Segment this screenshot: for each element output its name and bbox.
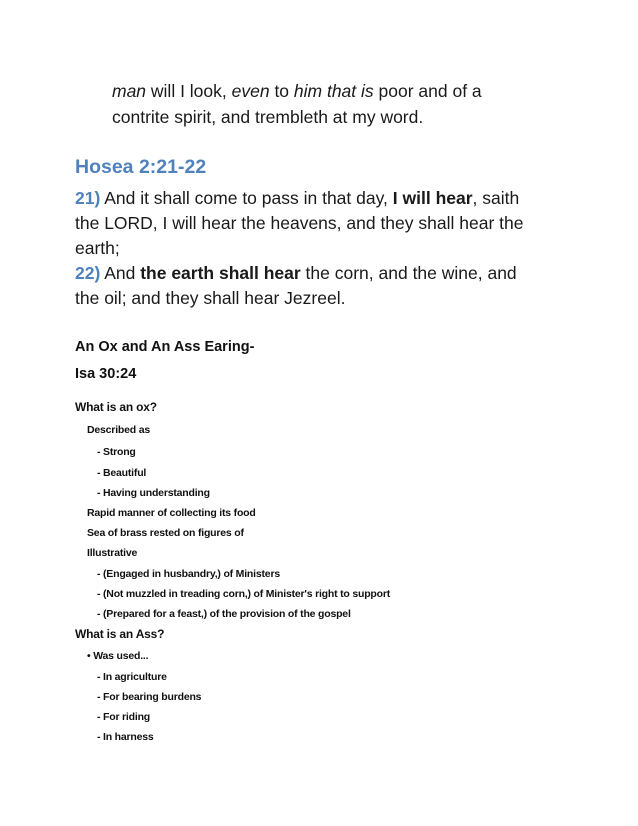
verse-21-line-3: earth; <box>75 238 120 258</box>
outline <box>75 0 575 826</box>
ox-trait: - Strong <box>97 446 136 458</box>
verse-number: 22) <box>75 263 101 283</box>
section-title-line-1: An Ox and An Ass Earing- <box>75 339 255 355</box>
rapid-manner: Rapid manner of collecting its food <box>87 507 256 519</box>
verse-22-line-2: the oil; and they shall hear Jezreel. <box>75 288 346 308</box>
verse-22-line-1: 22) And the earth shall hear the corn, and the wine, and <box>75 263 517 283</box>
ass-heading: What is an Ass? <box>75 627 165 641</box>
verse-21-line-1: 21) And it shall come to pass in that day, I will hear, saith <box>75 188 520 208</box>
verse-21-line-2: the LORD, I will hear the heavens, and they shall hear the <box>75 213 524 233</box>
sea-of-brass: Sea of brass rested on figures of <box>87 527 244 539</box>
ass-use: - In harness <box>97 731 154 743</box>
quote-line-2: contrite spirit, and trembleth at my word. <box>112 107 424 127</box>
illustrative-item: - (Prepared for a feast,) of the provision of the gospel <box>97 608 351 620</box>
scripture-reference-heading: Hosea 2:21-22 <box>75 156 207 178</box>
ass-use: - For riding <box>97 711 151 723</box>
quote-line-1: man will I look, even to him that is poor and of a <box>112 81 482 101</box>
ass-use: - In agriculture <box>97 671 167 683</box>
ox-heading: What is an ox? <box>75 400 157 414</box>
ox-trait: - Having understanding <box>97 487 210 499</box>
illustrative-item: - (Engaged in husbandry,) of Ministers <box>97 568 280 580</box>
illustrative-item: - (Not muzzled in treading corn,) of Minister's right to support <box>97 588 391 600</box>
was-used: • Was used... <box>87 650 149 662</box>
ass-use: - For bearing burdens <box>97 691 202 703</box>
illustrative: Illustrative <box>87 547 138 559</box>
section-title-line-2: Isa 30:24 <box>75 366 137 382</box>
verse-number: 21) <box>75 188 101 208</box>
ox-trait: - Beautiful <box>97 467 147 479</box>
described-as: Described as <box>87 424 150 436</box>
